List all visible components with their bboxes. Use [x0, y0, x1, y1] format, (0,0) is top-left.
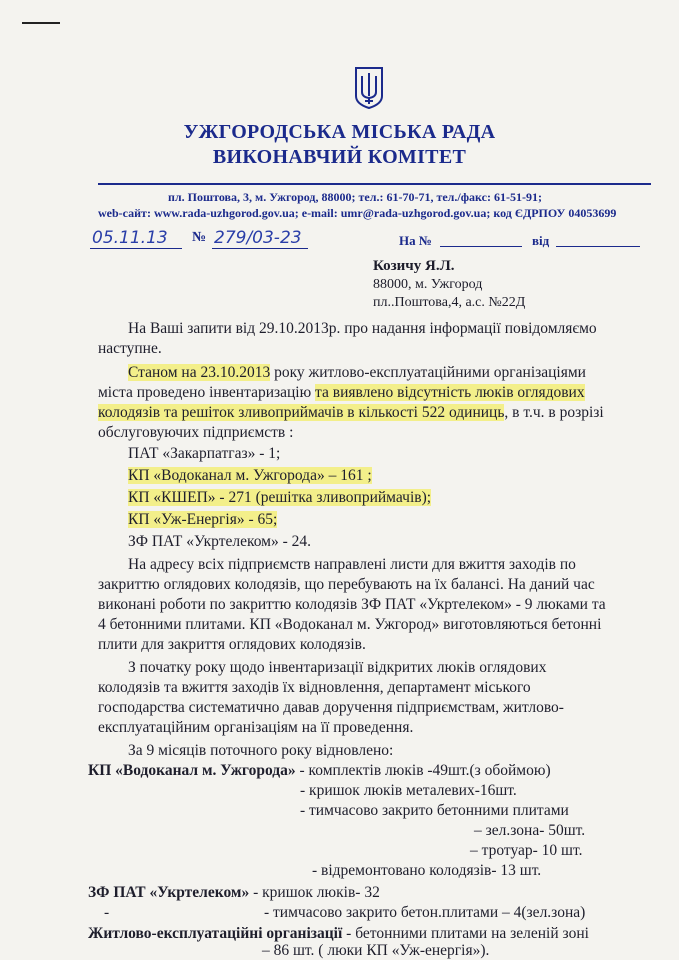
- paragraph-3-line-2: закриттю оглядових колодязів, що перебувають на їх балансі. На даний час: [98, 576, 595, 593]
- from-label: від: [532, 233, 550, 248]
- paragraph-3-line-5: плити для закриття оглядових колодязів.: [98, 636, 366, 653]
- paragraph-2-line-3: колодязів та решіток зливоприймачів в кількості 522 одиниць, в т.ч. в розрізі: [98, 404, 604, 421]
- paragraph-4-line-4: експлуатаційним організаціям на її проведення.: [98, 719, 414, 736]
- org-address: пл. Поштова, 3, м. Ужгород, 88000; тел.: 61-70-71, тел./факс: 61-51-91;: [168, 190, 542, 204]
- restored-heading: За 9 місяців поточного року відновлено:: [128, 742, 394, 759]
- date-underline: [90, 248, 182, 249]
- outgoing-number: 279/03-23: [214, 228, 302, 248]
- letterhead-divider: [98, 183, 651, 185]
- ukrtelecom-line-1: ЗФ ПАТ «Укртелеком» - кришок люків- 32: [88, 884, 380, 901]
- housing-orgs-line-1: Житлово-експлуатаційні організації - бетонними плитами на зеленій зоні: [88, 925, 589, 942]
- reply-to-label: На №: [399, 233, 432, 248]
- from-underline: [556, 246, 640, 247]
- enterprise-item: КП «Уж-Енергія» - 65;: [128, 511, 278, 528]
- highlight-missing: та виявлено відсутність люків оглядових: [315, 384, 585, 401]
- vodokanal-line-5: – тротуар- 10 шт.: [470, 842, 583, 859]
- paragraph-1-line-2: наступне.: [98, 340, 162, 357]
- highlight-date: Станом на 23.10.2013: [128, 364, 271, 381]
- number-underline: [212, 248, 308, 249]
- ukrtelecom-line-2: - тимчасово закрито бетон.плитами – 4(зел.зона): [264, 904, 586, 921]
- vodokanal-line-3: - тимчасово закрито бетонними плитами: [300, 802, 569, 819]
- enterprise-item: КП «КШЕП» - 271 (решітка зливоприймачів);: [128, 489, 432, 506]
- org-name-line1: УЖГОРОДСЬКА МІСЬКА РАДА: [183, 121, 496, 143]
- vodokanal-line-1: КП «Водоканал м. Ужгорода» - комплектів люків -49шт.(з обоймою): [88, 762, 551, 779]
- paragraph-2-line-4: обслуговуючих підприємств :: [98, 424, 294, 441]
- paragraph-4-line-3: господарства систематично давав доручення підприємствам, житлово-: [98, 699, 564, 716]
- ukrtelecom-dash: -: [104, 904, 110, 921]
- paragraph-4-line-1: З початку року щодо інвентаризації відкритих люків оглядових: [128, 659, 547, 676]
- paragraph-2-line-1: Станом на 23.10.2013 року житлово-експлуатаційними організаціями: [128, 364, 586, 381]
- vodokanal-line-6: - відремонтовано колодязів- 13 шт.: [312, 862, 542, 879]
- paragraph-4-line-2: колодязів та вжиття заходів їх відновлення, департамент міського: [98, 679, 531, 696]
- housing-orgs-line-2: – 86 шт. ( люки КП «Уж-енергія»).: [262, 942, 490, 959]
- org-web-email: web-сайт: www.rada-uzhgorod.gov.ua; e-mail: umr@rada-uzhgorod.gov.ua; код ЄДРПОУ 04053699: [98, 206, 617, 220]
- trident-emblem-icon: [354, 66, 384, 110]
- vodokanal-line-4: – зел.зона- 50шт.: [474, 822, 586, 839]
- number-label: №: [192, 230, 207, 245]
- paragraph-2-line-2: міста проведено інвентаризацію та виявлено відсутність люків оглядових: [98, 384, 585, 401]
- enterprise-item: КП «Водоканал м. Ужгорода» – 161 ;: [128, 467, 372, 484]
- paragraph-1-line-1: На Ваші запити від 29.10.2013р. про надання інформації повідомляємо: [128, 320, 597, 337]
- enterprise-item: ПАТ «Закарпатгаз» - 1;: [128, 445, 281, 462]
- highlight-count: колодязів та решіток зливоприймачів в кількості 522 одиниць: [98, 404, 505, 421]
- corner-mark: [22, 22, 60, 24]
- recipient-name: Козичу Я.Л.: [373, 258, 455, 274]
- org-name-line2: ВИКОНАВЧИЙ КОМІТЕТ: [212, 146, 467, 168]
- paragraph-3-line-3: виконані роботи по закриттю колодязів ЗФ ПАТ «Укртелеком» - 9 люками та: [98, 596, 606, 613]
- paragraph-3-line-1: На адресу всіх підприємств направлені листи для вжиття заходів по: [128, 556, 576, 573]
- outgoing-date: 05.11.13: [92, 228, 168, 248]
- vodokanal-line-2: - кришок люків металевих-16шт.: [300, 782, 517, 799]
- recipient-city: 88000, м. Ужгород: [373, 277, 483, 292]
- recipient-address: пл..Поштова,4, а.с. №22Д: [373, 295, 526, 310]
- paragraph-3-line-4: 4 бетонними плитами. КП «Водоканал м. Ужгород» виготовляються бетонні: [98, 616, 602, 633]
- reply-to-underline: [440, 246, 522, 247]
- enterprise-item: ЗФ ПАТ «Укртелеком» - 24.: [128, 533, 312, 550]
